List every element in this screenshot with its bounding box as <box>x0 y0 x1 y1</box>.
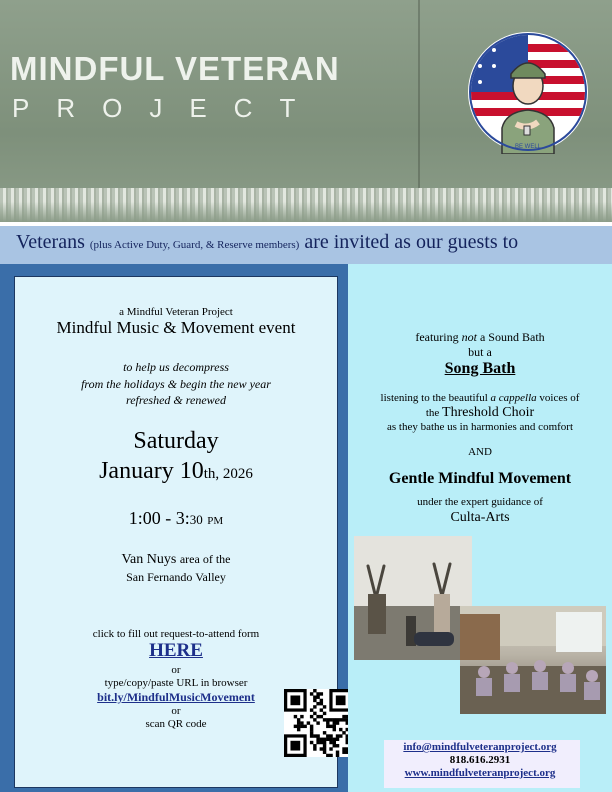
listen-line <box>348 392 612 404</box>
time-end: 30 <box>189 512 203 527</box>
fabric-fringe <box>0 188 612 222</box>
event-date <box>14 458 338 485</box>
feature-pre: featuring <box>415 330 459 344</box>
date-month-day: January 10 <box>99 458 204 484</box>
contact-email-link[interactable]: info@mindfulveteranproject.org <box>403 741 557 753</box>
event-purpose-3: refreshed & renewed <box>126 393 226 407</box>
register-scan: scan QR code <box>145 718 207 730</box>
location-strong: Van Nuys <box>121 552 177 567</box>
event-intro: a Mindful Veteran Project <box>119 306 233 318</box>
register-or-1: or <box>171 664 181 676</box>
and-line: AND <box>468 446 492 458</box>
event-name: Mindful Music & Movement event <box>56 318 296 337</box>
invite-lead: Veterans <box>16 231 85 253</box>
invite-text <box>16 231 518 254</box>
group-photo <box>460 606 606 714</box>
date-ordinal: th <box>203 466 216 482</box>
movement-photo <box>354 536 472 660</box>
fabric-fold <box>418 0 420 200</box>
event-location-2: San Fernando Valley <box>126 570 226 584</box>
time-suffix: PM <box>207 515 224 527</box>
register-here-link[interactable]: HERE <box>149 640 203 661</box>
choir-line <box>348 405 612 421</box>
guide-name: Culta-Arts <box>450 510 510 525</box>
event-purpose-1: to help us decompress <box>123 360 229 374</box>
bathe-line: as they bathe us in harmonies and comfort <box>386 421 574 433</box>
register-url-link[interactable]: bit.ly/MindfulMusicMovement <box>97 690 255 704</box>
logo-text: BE WELL <box>514 144 542 150</box>
feature-line-2: but a <box>468 345 492 359</box>
event-location <box>14 552 338 568</box>
header-banner <box>0 0 612 222</box>
event-time <box>14 508 338 529</box>
choir-the: the <box>425 407 440 419</box>
listen-pre: listening to the beautiful <box>380 392 488 404</box>
invite-rest: are invited as our guests to <box>304 231 519 253</box>
listen-post: voices of <box>539 392 580 404</box>
contact-phone: 818.616.2931 <box>449 754 511 766</box>
qr-code-icon[interactable] <box>284 689 352 757</box>
listen-em: a cappella <box>490 392 537 404</box>
event-day: Saturday <box>133 428 219 454</box>
movement-title: Gentle Mindful Movement <box>388 470 572 487</box>
date-year: , 2026 <box>215 466 253 482</box>
register-or-2: or <box>171 705 181 717</box>
invite-stripe <box>0 226 612 264</box>
time-start: 1:00 - 3: <box>128 508 190 528</box>
contact-website-link[interactable]: www.mindfulveteranproject.org <box>404 767 556 779</box>
song-bath-title: Song Bath <box>444 360 516 377</box>
brand-title: MINDFUL VETERAN <box>10 50 340 87</box>
feature-em: not <box>461 330 477 344</box>
guidance-line: under the expert guidance of <box>417 496 543 508</box>
register-instruction: click to fill out request-to-attend form <box>92 628 260 640</box>
location-rest: area of the <box>179 552 231 566</box>
feature-line-1 <box>348 330 612 345</box>
invite-paren: (plus Active Duty, Guard, & Reserve members) <box>89 239 300 251</box>
brand-subtitle: PROJECT <box>12 93 323 123</box>
veteran-logo-icon <box>466 30 590 154</box>
feature-post: a Sound Bath <box>479 330 545 344</box>
register-type-url: type/copy/paste URL in browser <box>104 677 248 689</box>
choir-name: Threshold Choir <box>442 405 535 420</box>
event-purpose-2: from the holidays & begin the new year <box>81 377 271 391</box>
